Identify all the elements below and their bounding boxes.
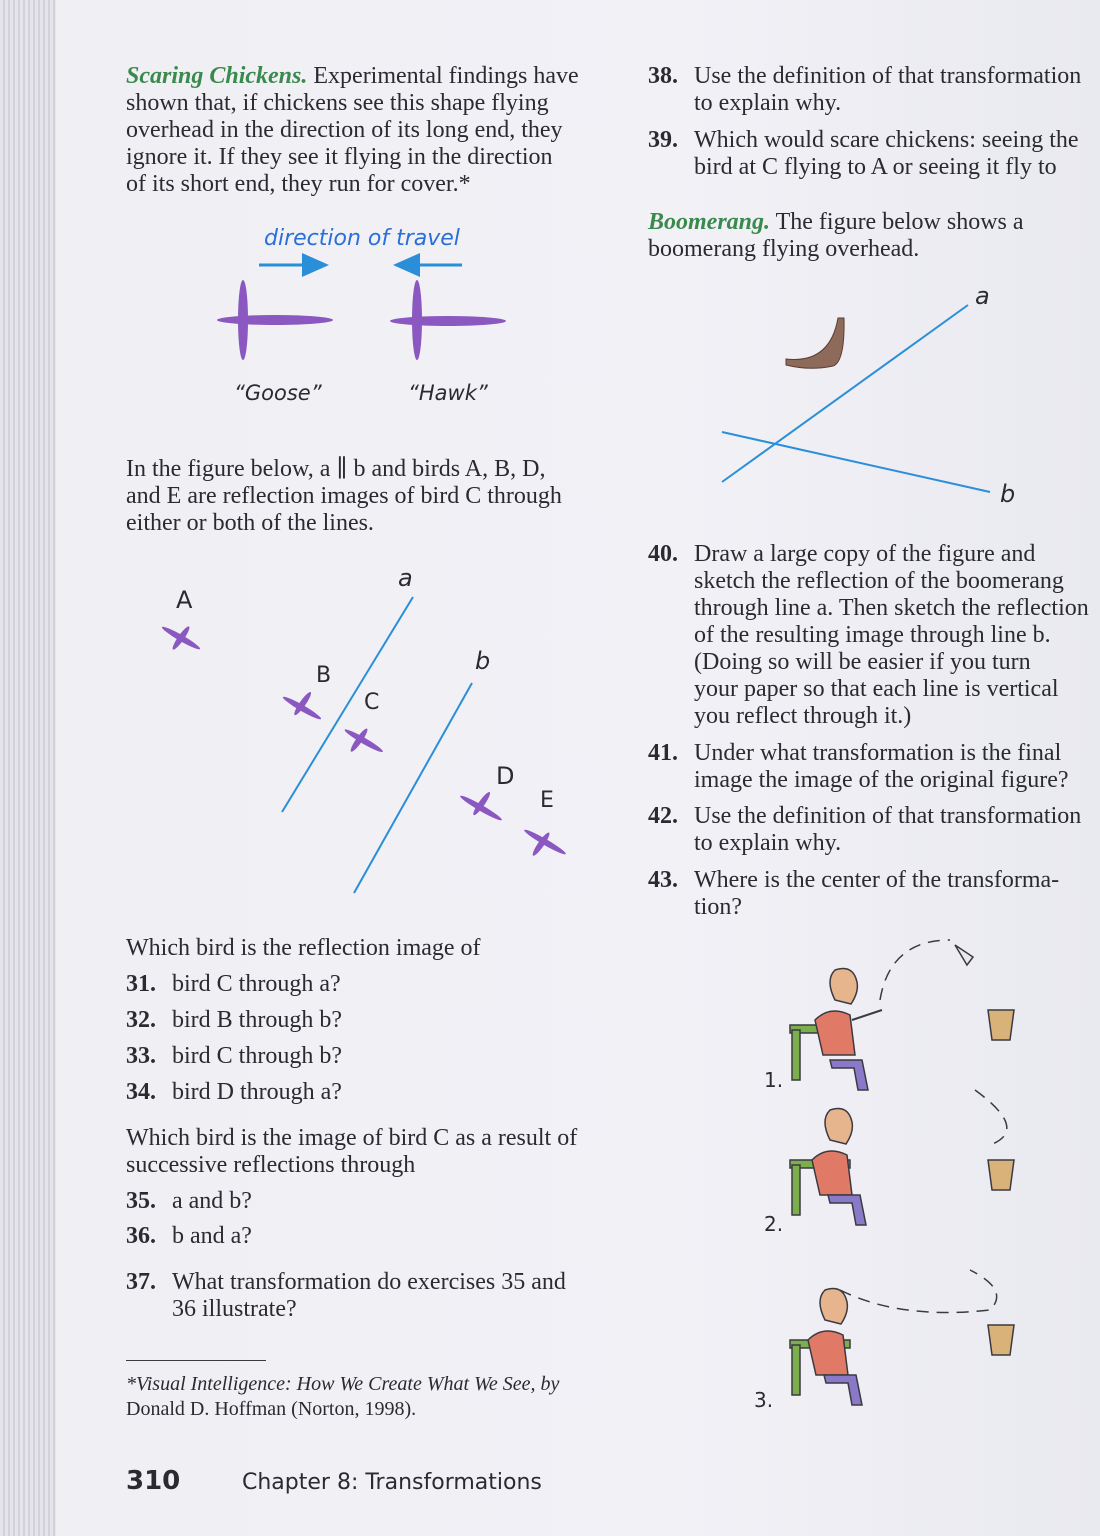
chickens-text-line: overhead in the direction of its long end, they bbox=[126, 117, 563, 143]
chickens-text-line: of its short end, they run for cover.* bbox=[126, 171, 471, 197]
paper-ball-icon bbox=[955, 945, 973, 965]
bird-b-label: B bbox=[316, 663, 332, 688]
exercise-number: 36. bbox=[126, 1223, 156, 1249]
wastebasket-3-icon bbox=[988, 1325, 1014, 1355]
chickens-text-line: Experimental findings have bbox=[313, 63, 579, 89]
line-a-right-label: a bbox=[975, 282, 990, 310]
bird-c-label: C bbox=[364, 690, 380, 715]
exercise-text-line: of the resulting image through line b. bbox=[694, 622, 1051, 648]
prompt-line: successive reflections through bbox=[126, 1152, 416, 1178]
bird-e-label: E bbox=[540, 788, 554, 813]
intro-line: either or both of the lines. bbox=[126, 510, 374, 536]
exercise-number: 33. bbox=[126, 1043, 156, 1069]
exercise-text-line: through line a. Then sketch the reflection bbox=[694, 595, 1089, 621]
paper-trajectory-2 bbox=[975, 1090, 1007, 1145]
exercise-text: bird C through a? bbox=[172, 971, 341, 997]
exercise-number: 37. bbox=[126, 1269, 156, 1295]
exercise-text-line: Use the definition of that transformation bbox=[694, 803, 1082, 829]
panel-3-label: 3. bbox=[754, 1388, 774, 1412]
exercise-text-line: image the image of the original figure? bbox=[694, 767, 1069, 793]
exercise-text-line: bird at C flying to A or seeing it fly to bbox=[694, 154, 1057, 180]
footnote-line: Donald D. Hoffman (Norton, 1998). bbox=[126, 1398, 417, 1420]
chapter-title: Chapter 8: Transformations bbox=[242, 1470, 542, 1495]
exercise-text-line: What transformation do exercises 35 and bbox=[172, 1269, 566, 1295]
exercise-text-line: (Doing so will be easier if you turn bbox=[694, 649, 1031, 675]
exercise-text-line: Under what transformation is the final bbox=[694, 740, 1062, 766]
exercise-number: 43. bbox=[648, 867, 678, 893]
exercise-number: 32. bbox=[126, 1007, 156, 1033]
exercise-text-line: to explain why. bbox=[694, 830, 842, 856]
student-1-icon bbox=[790, 969, 882, 1091]
exercise-number: 40. bbox=[648, 541, 678, 567]
exercise-text-line: Use the definition of that transformation bbox=[694, 63, 1082, 89]
intro-line: In the figure below, a ∥ b and birds A, B, D, bbox=[126, 456, 546, 482]
exercise-number: 41. bbox=[648, 740, 678, 766]
exercise-text-line: your paper so that each line is vertical bbox=[694, 676, 1059, 702]
exercise-text-line: you reflect through it.) bbox=[694, 703, 912, 729]
page-number: 310 bbox=[126, 1466, 181, 1496]
panel-2-label: 2. bbox=[764, 1212, 784, 1236]
exercise-number: 35. bbox=[126, 1188, 156, 1214]
exercise-number: 31. bbox=[126, 971, 156, 997]
question-prompt-1: Which bird is the reflection image of bbox=[126, 935, 481, 961]
bird-a-label: A bbox=[176, 586, 193, 614]
line-b-label: b bbox=[475, 647, 491, 675]
direction-caption: direction of travel bbox=[264, 226, 460, 251]
exercise-number: 42. bbox=[648, 803, 678, 829]
chickens-heading: Scaring Chickens. bbox=[126, 63, 308, 89]
exercise-text-line: to explain why. bbox=[694, 90, 842, 116]
student-2-icon bbox=[790, 1109, 866, 1226]
exercise-text: bird D through a? bbox=[172, 1079, 342, 1105]
exercise-text-line: Draw a large copy of the figure and bbox=[694, 541, 1036, 567]
prompt-line: Which bird is the image of bird C as a result of bbox=[126, 1125, 578, 1151]
line-a-label: a bbox=[398, 564, 413, 592]
exercise-number: 38. bbox=[648, 63, 678, 89]
line-b-right-label: b bbox=[1000, 480, 1016, 508]
paper-trajectory-3 bbox=[840, 1270, 997, 1313]
panel-1-label: 1. bbox=[764, 1068, 784, 1092]
exercise-text-line: 36 illustrate? bbox=[172, 1296, 297, 1322]
paper-trajectory-1 bbox=[880, 940, 950, 1000]
exercise-text: b and a? bbox=[172, 1223, 252, 1249]
chickens-text-line: ignore it. If they see it flying in the direction bbox=[126, 144, 553, 170]
exercise-text-line: sketch the reflection of the boomerang bbox=[694, 568, 1064, 594]
student-3-icon bbox=[790, 1289, 862, 1406]
exercise-number: 34. bbox=[126, 1079, 156, 1105]
bird-d-label: D bbox=[496, 762, 515, 790]
wastebasket-1-icon bbox=[988, 1010, 1014, 1040]
hawk-label: “Hawk” bbox=[408, 381, 488, 405]
boomerang-text-line: The figure below shows a bbox=[775, 209, 1024, 235]
exercise-text: a and b? bbox=[172, 1188, 252, 1214]
chickens-text-line: shown that, if chickens see this shape flying bbox=[126, 90, 549, 116]
exercise-text-line: Which would scare chickens: seeing the bbox=[694, 127, 1079, 153]
boomerang-heading: Boomerang. bbox=[648, 209, 771, 235]
exercise-text: bird C through b? bbox=[172, 1043, 342, 1069]
exercise-text: bird B through b? bbox=[172, 1007, 342, 1033]
boomerang-text-line: boomerang flying overhead. bbox=[648, 236, 920, 262]
exercise-number: 39. bbox=[648, 127, 678, 153]
intro-line: and E are reflection images of bird C through bbox=[126, 483, 562, 509]
goose-label: “Goose” bbox=[234, 381, 322, 405]
exercise-text-line: Where is the center of the transforma- bbox=[694, 867, 1060, 893]
footnote-line: *Visual Intelligence: How We Create What We See, by bbox=[126, 1373, 560, 1395]
wastebasket-2-icon bbox=[988, 1160, 1014, 1190]
exercise-text-line: tion? bbox=[694, 894, 742, 920]
